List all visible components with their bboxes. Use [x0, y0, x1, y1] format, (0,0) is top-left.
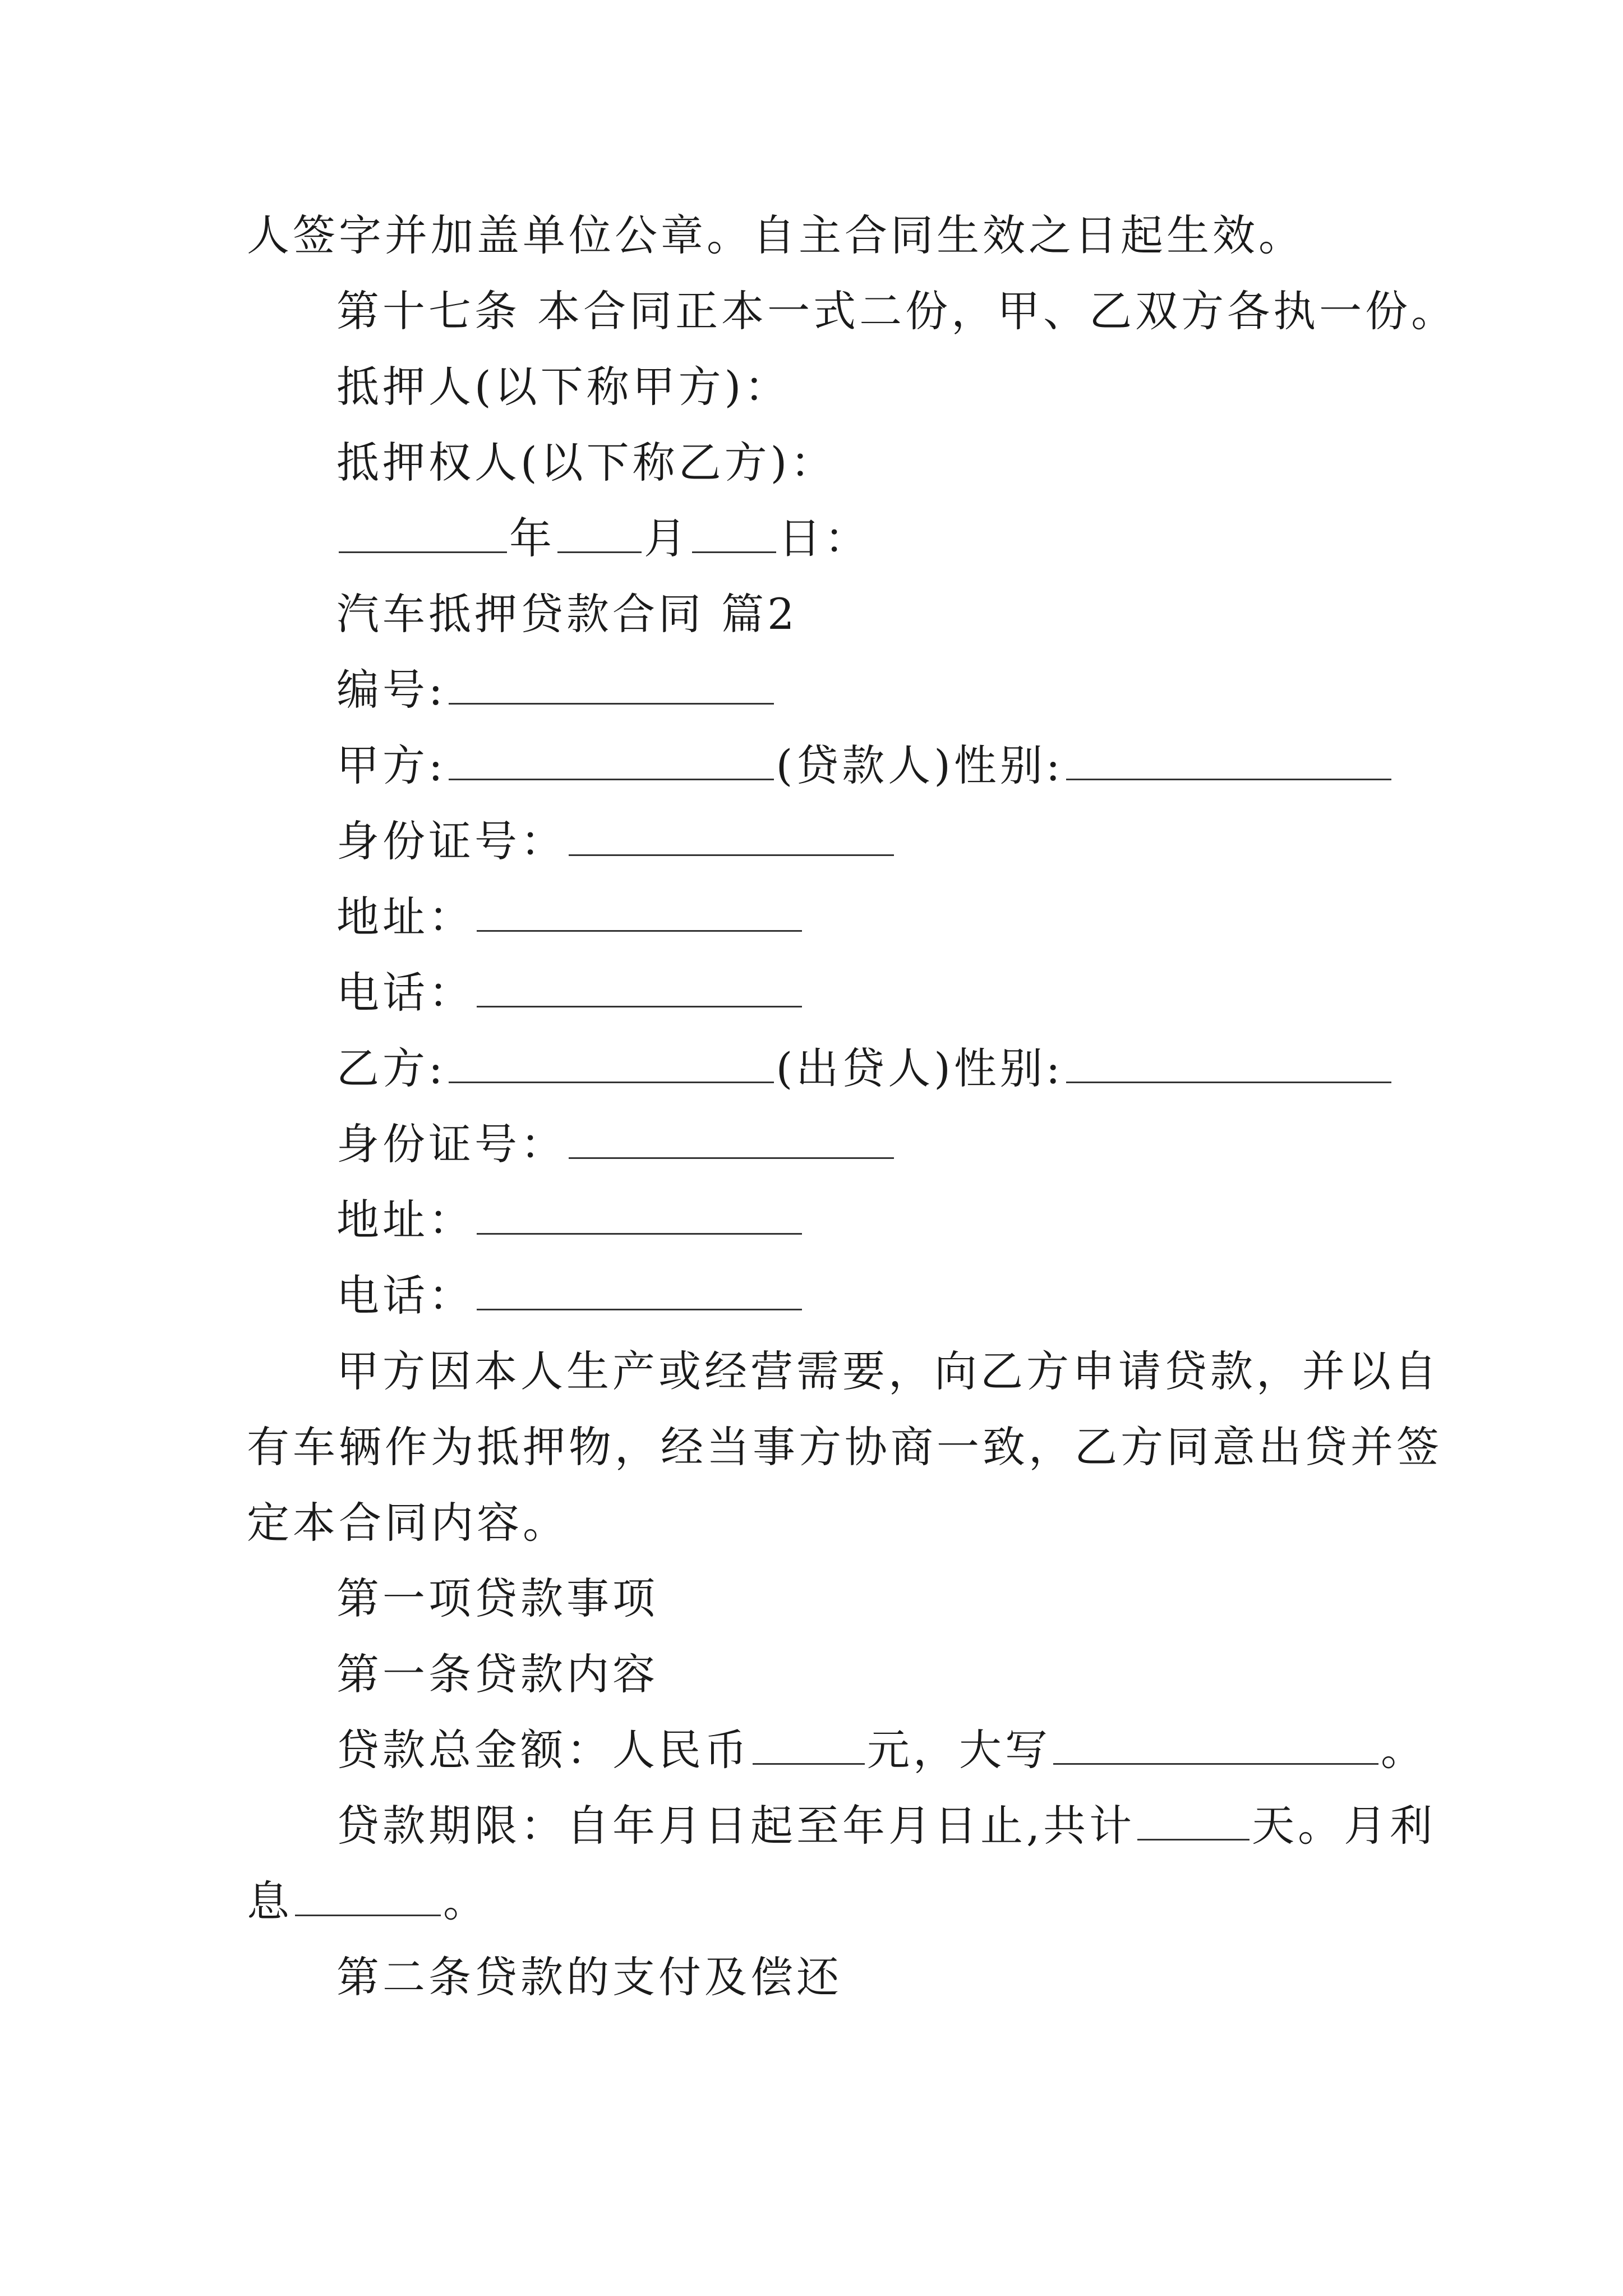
party-b-address-line: [336, 1192, 804, 1248]
interest-label: 息: [247, 1876, 293, 1926]
party-b-phone-blank[interactable]: [477, 1269, 802, 1310]
date-line: [336, 510, 870, 567]
number-line: [336, 662, 776, 718]
party-b-phone-line: [336, 1268, 804, 1324]
loan-term-text: 贷款期限：自年月日起至年月日止,共计: [336, 1801, 1136, 1851]
party-a-gender-blank[interactable]: [1066, 739, 1391, 780]
party-b-name-blank[interactable]: [449, 1042, 774, 1083]
loan-amount-words-blank[interactable]: [1053, 1724, 1378, 1765]
party-b-phone-label: 电话：: [336, 1271, 474, 1320]
text-line: 人签字并加盖单位公章。自主合同生效之日起生效。: [247, 210, 1304, 260]
party-a-id-blank[interactable]: [569, 815, 894, 856]
section-heading: 第一项贷款事项: [336, 1573, 658, 1623]
text-line: 抵押权人(以下称乙方)：: [336, 438, 837, 487]
party-a-role: (贷款人)性别:: [776, 740, 1064, 790]
day-label: 日：: [778, 513, 870, 563]
party-b-address-label: 地址：: [336, 1195, 474, 1245]
party-b-line: [336, 1041, 1394, 1097]
clause-heading: 第二条贷款的支付及偿还: [336, 1952, 842, 2002]
loan-term-line: [336, 1798, 1436, 1854]
loan-amount-blank[interactable]: [753, 1724, 865, 1765]
party-a-id-label: 身份证号：: [336, 816, 566, 866]
party-a-label: 甲方:: [336, 740, 446, 790]
party-b-role: (出贷人)性别:: [776, 1043, 1064, 1093]
party-a-phone-label: 电话：: [336, 968, 474, 1018]
loan-term-unit: 天。月利: [1252, 1801, 1436, 1851]
paragraph-line: 甲方因本人生产或经营需要，向乙方申请贷款，并以自: [336, 1346, 1440, 1396]
party-b-address-blank[interactable]: [477, 1194, 802, 1235]
paragraph-line: 有车辆作为抵押物，经当事方协商一致，乙方同意出贷并签: [247, 1422, 1442, 1472]
loan-amount-end: 。: [1381, 1725, 1427, 1775]
month-blank[interactable]: [557, 512, 642, 553]
party-a-name-blank[interactable]: [449, 739, 774, 780]
text-line: 第十七条 本合同正本一式二份，甲、乙双方各执一份。: [336, 286, 1458, 336]
loan-amount-unit: 元，大写: [867, 1725, 1051, 1775]
paragraph-line: 定本合同内容。: [247, 1498, 569, 1548]
party-a-address-blank[interactable]: [477, 891, 802, 932]
loan-amount-label: 贷款总金额：人民币: [336, 1725, 750, 1775]
party-a-address-label: 地址：: [336, 892, 474, 942]
party-b-id-label: 身份证号：: [336, 1119, 566, 1169]
party-b-gender-blank[interactable]: [1066, 1042, 1391, 1083]
clause-heading: 第一条贷款内容: [336, 1649, 658, 1699]
loan-amount-line: [336, 1722, 1427, 1778]
year-label: 年: [509, 513, 555, 563]
interest-line: [247, 1874, 489, 1930]
party-a-phone-line: [336, 965, 804, 1021]
party-a-address-line: [336, 889, 804, 945]
interest-blank[interactable]: [295, 1875, 441, 1916]
number-label: 编号:: [336, 665, 446, 715]
party-b-id-blank[interactable]: [569, 1118, 894, 1159]
section-title: 汽车抵押贷款合同 篇2: [336, 589, 798, 639]
party-b-label: 乙方:: [336, 1043, 446, 1093]
party-b-id-line: [336, 1116, 896, 1172]
party-a-id-line: [336, 813, 896, 869]
party-a-phone-blank[interactable]: [477, 967, 802, 1007]
month-label: 月: [644, 513, 690, 563]
interest-end: 。: [443, 1876, 489, 1926]
text-line: 抵押人(以下称甲方)：: [336, 362, 791, 412]
party-a-line: [336, 738, 1394, 794]
number-blank[interactable]: [449, 664, 774, 705]
loan-days-blank[interactable]: [1137, 1800, 1249, 1841]
year-blank[interactable]: [339, 512, 507, 553]
day-blank[interactable]: [692, 512, 776, 553]
